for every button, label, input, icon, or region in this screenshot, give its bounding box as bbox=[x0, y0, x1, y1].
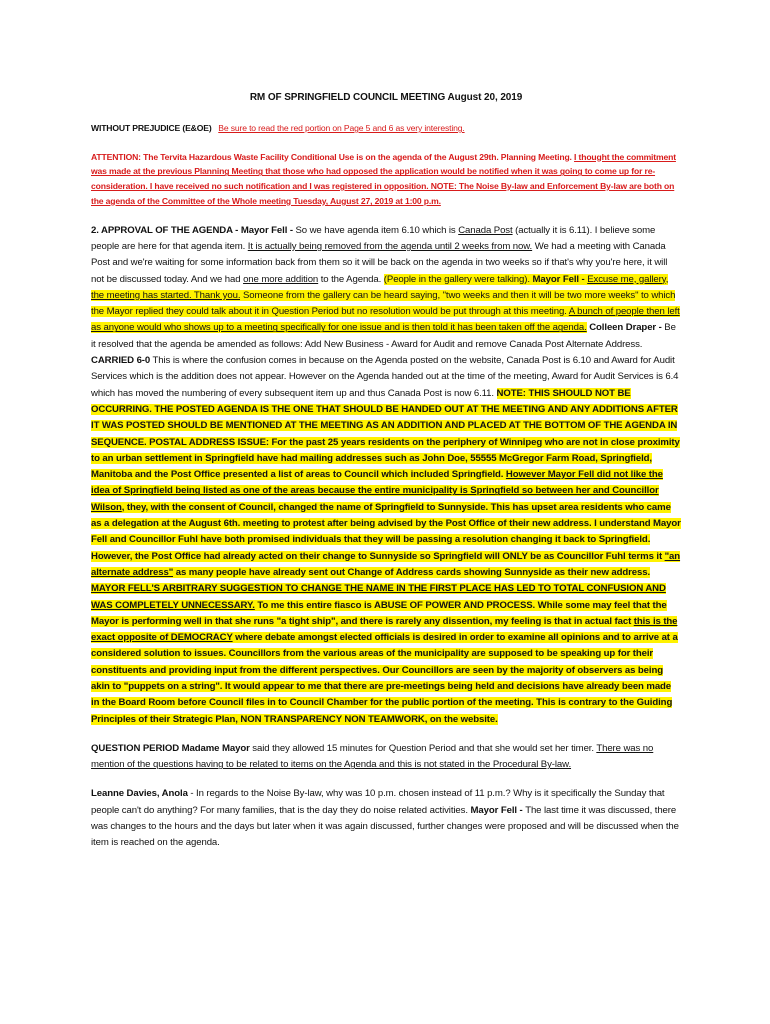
highlight-bunch-left: A bunch of people then left as anyone would who shows up to a meeting specifically for one issue and is then told it has been taken off the agenda. bbox=[91, 306, 680, 334]
without-prejudice-label: WITHOUT PREJUDICE (E&OE) bbox=[91, 123, 212, 133]
highlight-note-bold: NOTE: THIS SHOULD NOT BE OCCURRING. THE POSTED AGENDA IS THE ONE THAT SHOULD BE HANDED OUT AT THE MEETING AND ANY ADDITIONS AFTER IT WAS POSTED SHOULD BE MENTIONED AT THE MEETING AS AN ADDITION AND PLACED AT THE BOTTOM OF THE AGENDA IN SEQUENCE. POSTAL ADDRESS ISSUE: For the past 25 years residents on the periphery of Winnipeg who are not in close proximity to an urban settlement in Springfield have had mailing addresses such as John Doe, 55555 McGregor Farm Road, Springfield, Manitoba and the Post Office presented a list of areas to Council which included Springfield. bbox=[91, 387, 680, 481]
carried-vote: CARRIED 6-0 bbox=[91, 355, 151, 367]
highlight-alternate-address: "an alternate address" bbox=[91, 550, 681, 578]
speaker-mayor-fell: Mayor Fell - bbox=[532, 273, 588, 285]
highlight-someone: Someone from the gallery can be heard saying, "two weeks and then it will be two more weeks" to which the Mayor replied they could talk about it in Question Period but no resolution would be put through at this meeting. bbox=[91, 289, 676, 318]
speaker-leanne-davies: Leanne Davies, Anola bbox=[91, 788, 188, 800]
text-run: said they allowed 15 minutes for Question Period and that she would set her timer. bbox=[249, 742, 597, 754]
section-heading: 2. APPROVAL OF THE AGENDA - Mayor Fell - bbox=[91, 224, 296, 236]
text-run: to the Agenda. bbox=[318, 273, 384, 285]
removed-note: It is actually being removed from the agenda until 2 weeks from now. bbox=[247, 240, 533, 252]
highlight-gallery: (People in the gallery were talking). bbox=[383, 273, 533, 285]
document-page bbox=[91, 92, 681, 865]
one-more-addition: one more addition bbox=[243, 273, 319, 285]
read-red-portion-note: Be sure to read the red portion on Page 5 and 6 as very interesting. bbox=[218, 123, 465, 133]
approval-of-agenda-paragraph bbox=[91, 223, 681, 728]
highlight-excuse-me: Excuse me, gallery, the meeting has started. Thank you. bbox=[91, 273, 669, 301]
text-run: (actually it is 6.11). I believe some people are here for that agenda item. bbox=[91, 224, 656, 252]
highlight-sunnyside: , they, with the consent of Council, changed the name of Springfield to Sunnyside. This has upset area residents who came as a delegation at the August 6th. meeting to protest after being advised by the Post Office of their new address. I understand Mayor Fell and Councillor Fuhl have both promised individuals that they will be passing a resolution changing it back to Springfield. However, the Post Office had already acted on their change to Sunnyside so Springfield will ONLY be as Councillor Fuhl terms it bbox=[91, 501, 681, 562]
highlight-however-mayor: However Mayor Fell did not like the idea of Springfield being listed as one of the areas because the entire municipality is Springfield so between her and Councillor Wilson bbox=[91, 469, 663, 513]
question-period-paragraph bbox=[91, 741, 681, 774]
text-run: We had a meeting with Canada Post and we're waiting for some information back from them so it will be back on the agenda in two weeks so if that's why you're here, it will not be discussed today. And we had bbox=[91, 240, 668, 285]
attention-intro: ATTENTION: The Tervita Hazardous Waste Facility Conditional Use is on the agenda of the August 29th. Planning Meeting. bbox=[91, 151, 575, 162]
highlight-change-cards: as many people have already sent out Change of Address cards showing Sunnyside as their new address. bbox=[173, 566, 651, 578]
speaker-colleen-draper: Colleen Draper - bbox=[586, 322, 665, 334]
highlight-democracy: this is the exact opposite of DEMOCRACY bbox=[91, 615, 678, 644]
text-run: Be it resolved that the agenda be amended as follows: Add New Business - Award for Audit and remove Canada Post Alternate Address. bbox=[91, 322, 676, 350]
canada-post-ref: Canada Post bbox=[458, 224, 513, 236]
text-run: - In regards to the Noise By-law, why was 10 p.m. chosen instead of 11 p.m.? Why is it specifically the Sunday that people can't do anything? For many families, that is the day they do noise related activities. bbox=[91, 788, 665, 816]
page-title: RM OF SPRINGFIELD COUNCIL MEETING August 20, 2019 bbox=[249, 92, 523, 103]
without-prejudice-line bbox=[91, 121, 681, 136]
highlight-arbitrary: MAYOR FELL'S ARBITRARY SUGGESTION TO CHANGE THE NAME IN THE FIRST PLACE HAS LED TO TOTAL CONFUSION AND WAS COMPLETELY UNNECESSARY. bbox=[91, 583, 666, 611]
question-period-note: There was no mention of the questions having to be related to items on the Agenda and this is not stated in the Procedural By-law. bbox=[91, 742, 654, 771]
leanne-davies-paragraph bbox=[91, 786, 681, 851]
attention-detail: I thought the commitment was made at the previous Planning Meeting that those who had opposed the application would be notified when it was going to come up for re-consideration. I have received no such notification and I was registered in opposition. NOTE: The Noise By-law and Enforcement By-law are both on the agenda of the Committee of the Whole meeting Tuesday, August 27, 2019 at 1:00 p.m. bbox=[91, 151, 676, 206]
highlight-debate: where debate amongst elected officials is desired in order to examine all opinions and to arrive at a considered solution to issues. Councillors from the various areas of the municipality are supposed to be speaking up for their constituents and providing input from the different perspectives. Our Councillors are seen by the majority of observers as being akin to "puppets on a string". It would appear to me that there are pre-meetings being held and decisions have already been made in the Board Room before Council files in to Council Chamber for the public portion of the meeting. This is contrary to the Guiding Principles of their Strategic Plan, NON TRANSPARENCY NON TEAMWORK, on the website. bbox=[91, 632, 678, 725]
question-period-heading: QUESTION PERIOD Madame Mayor bbox=[91, 742, 250, 754]
text-run: This is where the confusion comes in because on the Agenda posted on the website, Canada Post is 6.10 and Award for Audit Services which is the addition does not appear. However on the Agenda handed out at the time of the meeting, Award for Audit Services is 6.4 which has moved the numbering of every subsequent item up and thus Canada Post is now 6.11. bbox=[91, 355, 679, 399]
text-run: So we have agenda item 6.10 which is bbox=[295, 224, 459, 236]
speaker-mayor-fell: Mayor Fell - bbox=[470, 804, 526, 816]
attention-paragraph bbox=[91, 150, 681, 209]
highlight-abuse-of-power: To me this entire fiasco is ABUSE OF POWER AND PROCESS. While some may feel that the Mayor is performing well in that she runs "a tight ship", and there is rarely any dissention, my feeling is that in actual fact bbox=[91, 599, 667, 627]
text-run: The last time it was discussed, there was changes to the hours and the days but later when it was again discussed, further changes were proposed and will be discussed when the item is reached on the agenda. bbox=[91, 804, 679, 849]
